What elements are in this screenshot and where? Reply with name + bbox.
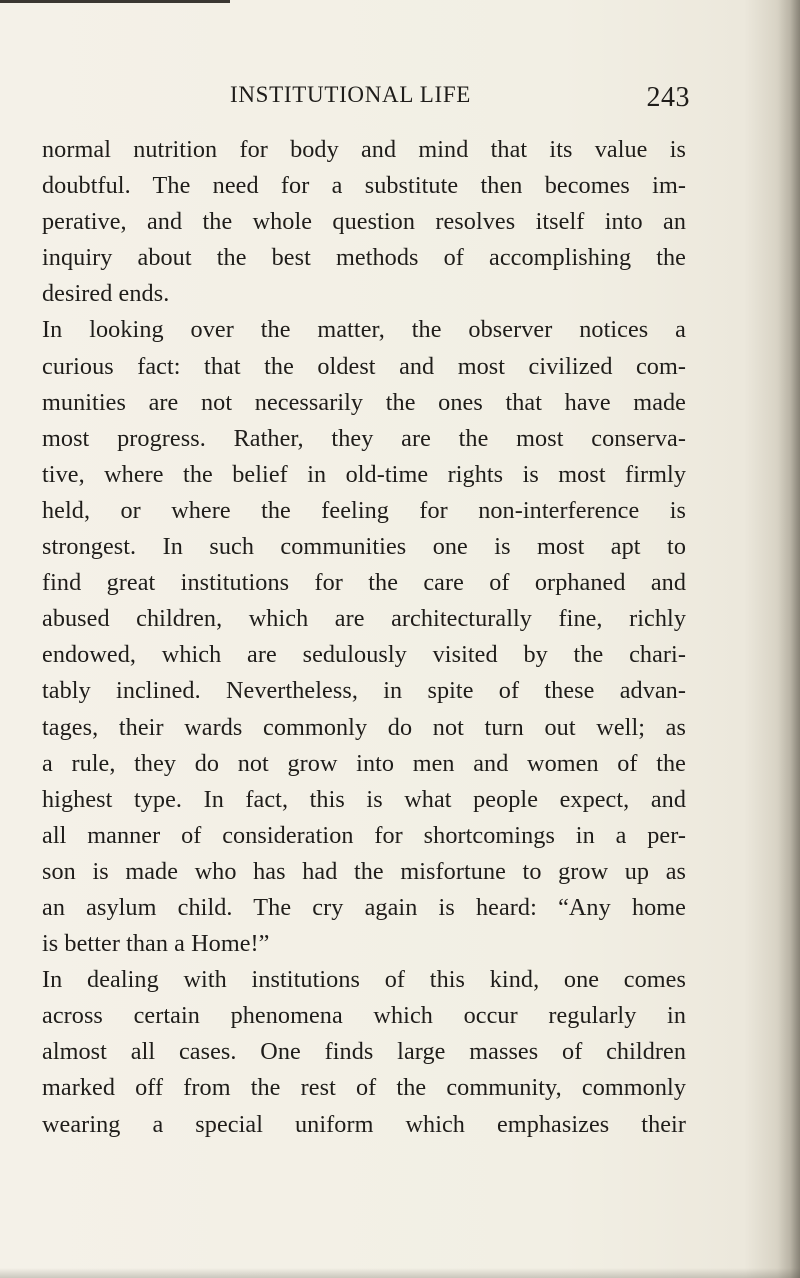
text-line: marked off from the rest of the community, commonly [42, 1074, 686, 1102]
text-line: across certain phenomena which occur regularly in [42, 1002, 686, 1030]
running-title: INSTITUTIONAL LIFE [230, 82, 472, 107]
text-line: strongest. In such communities one is most apt to [42, 533, 686, 561]
running-head [230, 82, 690, 122]
text-line: find great institutions for the care of orphaned and [42, 569, 686, 597]
paragraph-end-line: desired ends. [42, 280, 170, 308]
text-line: endowed, which are sedulously visited by the chari- [42, 641, 686, 669]
text-line: tages, their wards commonly do not turn out well; as [42, 713, 686, 741]
text-line: a rule, they do not grow into men and women of the [42, 749, 686, 777]
paragraph-end-line: is better than a Home!” [42, 930, 270, 958]
text-line: munities are not necessarily the ones that have made [42, 388, 686, 416]
page-edge-shadow [778, 0, 800, 1278]
text-line: an asylum child. The cry again is heard: “Any home [42, 893, 686, 921]
text-line: curious fact: that the oldest and most civilized com- [42, 352, 686, 380]
text-line: doubtful. The need for a substitute then becomes im- [42, 172, 686, 200]
text-line: almost all cases. One finds large masses of children [42, 1038, 686, 1066]
paragraph-start-line: In dealing with institutions of this kind, one comes [42, 966, 686, 994]
page-number: 243 [646, 82, 690, 113]
bottom-edge-shadow [0, 1268, 800, 1278]
text-line: normal nutrition for body and mind that its value is [42, 136, 686, 163]
text-line: all manner of consideration for shortcomings in a per- [42, 821, 686, 849]
text-line: abused children, which are architecturally fine, richly [42, 605, 686, 633]
text-line: highest type. In fact, this is what people expect, and [42, 785, 686, 813]
text-line: inquiry about the best methods of accomplishing the [42, 244, 686, 272]
body-text [42, 132, 686, 1143]
text-line: tably inclined. Nevertheless, in spite of these advan- [42, 677, 686, 705]
text-line: held, or where the feeling for non-interference is [42, 496, 686, 524]
text-line: tive, where the belief in old-time rights is most firmly [42, 460, 686, 488]
paragraph-start-line: In looking over the matter, the observer notices a [42, 316, 686, 344]
text-line: son is made who has had the misfortune to grow up as [42, 857, 686, 885]
text-line: perative, and the whole question resolves itself into an [42, 208, 686, 236]
top-edge-rule [0, 0, 230, 3]
text-line: most progress. Rather, they are the most conserva- [42, 424, 686, 452]
text-line: wearing a special uniform which emphasizes their [42, 1110, 686, 1138]
